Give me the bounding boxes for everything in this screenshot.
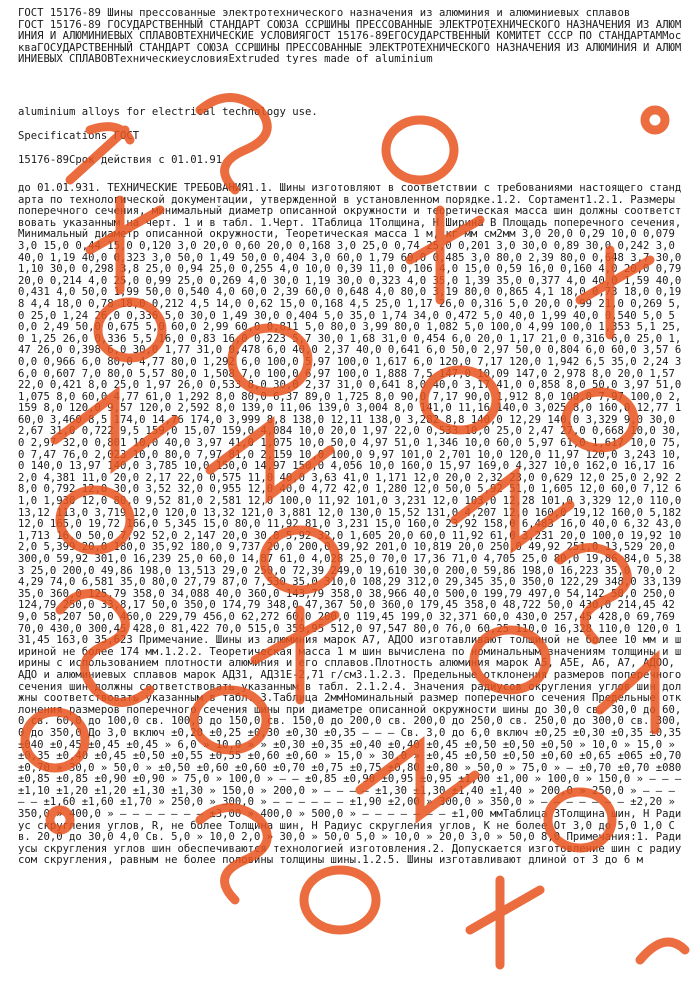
document-title-block: ГОСТ 15176-89 Шины прессованные электротехнического назначения из алюминия и алюминиевых сплавов ГОСТ 15176-89 ГОСУДАРСТВЕННЫЙ СТАНДАРТ СОЮЗА ССРШИНЫ ПРЕССОВАННЫЕ ЭЛЕКТРОТЕХНИЧЕСКОГО НАЗНАЧЕНИЯ ИЗ АЛЮМИНИЯ И АЛЮМИНИЕВЫХ СПЛАВОВТЕХНИЧЕСКИЕ УСЛОВИЯГОСТ 15176-89ЕГОСУДАРСТВЕННЫЙ КОМИТЕТ СССР ПО СТАНДАРТАММоскваГОСУДАРСТВЕННЫЙ СТАНДАРТ СОЮЗА ССРШИНЫ ПРЕССОВАННЫЕ ЭЛЕКТРОТЕХНИЧЕСКОГО НАЗНАЧЕНИЯ ИЗ АЛЮМИНИЯ И АЛЮМИНИЕВЫХ СПЛАВОВТехническиеусловияExtruded tyres made of aluminium: [18, 7, 682, 66]
document-term-line: 15176-89Срок действия с 01.01.91: [18, 154, 223, 166]
document-subtitle-line: aluminium alloys for electrical technology use.: [18, 106, 318, 118]
document-body-text: до 01.01.931. ТЕХНИЧЕСКИЕ ТРЕБОВАНИЯ1.1. Шины изготовляют в соответствии с требованиями настоящего стандарта по технологической документации, утвержденной в установленном порядке.1.2. Сортамент1.2.1. Размеры поперечного сечения, минимальный диаметр описанной окружности и теоретическая масса шин должны соответствовать указанным на черт. 1 и в табл. 1.Черт. 1Таблица 1Толщина, Н Ширина В Площадь поперечного сечения, Минимальный диаметр описанной окружности, Теоретическая масса 1 м, кг мм см2мм 3,0 20,0 0,29 10,0 0,079 3,0 15,0 0,44 15,0 0,120 3,0 20,0 0,60 20,0 0,168 3,0 25,0 0,74 25,0 0,201 3,0 30,0 0,89 30,0 0,242 3,0 40,0 1,19 40,0 0,323 3,0 50,0 1,49 50,0 0,404 3,0 60,0 1,79 60,0 0,485 3,0 80,0 2,39 80,0 0,648 3,7 30,0 1,10 30,0 0,298 3,8 25,0 0,94 25,0 0,255 4,0 10,0 0,39 11,0 0,106 4,0 15,0 0,59 16,0 0,160 4,0 20,0 0,79 20,0 0,214 4,0 25,0 0,99 25,0 0,269 4,0 30,0 1,19 30,0 0,323 4,0 35,0 1,39 35,0 0,377 4,0 40,0 1,59 40,0 0,431 4,0 50,0 1,99 50,0 0,540 4,0 60,0 2,39 60,0 0,648 4,0 80,0 3,19 80,0 0,865 4,1 18,0 0,73 18,0 0,198 4,4 18,0 0,78 18,0 0,212 4,5 14,0 0,62 15,0 0,168 4,5 25,0 1,17 26,0 0,316 5,0 20,0 0,99 21,0 0,269 5,0 25,0 1,24 26,0 0,336 5,0 30,0 1,49 30,0 0,404 5,0 35,0 1,74 34,0 0,472 5,0 40,0 1,99 40,0 0,540 5,0 50,0 2,49 50,0 0,675 5,0 60,0 2,99 60,0 0,811 5,0 80,0 3,99 80,0 1,082 5,0 100,0 4,99 100,0 1,353 5,1 25,0 1,25 26,0 0,336 5,5 16,0 0,83 16,0 0,223 5,7 30,0 1,68 31,0 0,454 6,0 20,0 1,17 21,0 0,316 6,0 25,0 1,47 26,0 0,398 6,0 30,0 1,77 31,0 0,478 6,0 40,0 2,37 40,0 0,641 6,0 50,0 2,97 50,0 0,804 6,0 60,0 3,57 60,0 0,966 6,0 80,0 4,77 80,0 1,292 6,0 100,0 5,97 100,0 1,617 6,0 120,0 7,17 120,0 1,942 6,5 35,0 2,24 36,0 0,607 7,0 80,0 5,57 80,0 1,508 7,0 100,0 6,97 100,0 1,888 7,5 147,0 10,09 147,0 2,978 8,0 20,0 1,57 22,0 0,421 8,0 25,0 1,97 26,0 0,533 8,0 30,0 2,37 31,0 0,641 8,0 40,0 3,17 41,0 0,858 8,0 50,0 3,97 51,0 1,075 8,0 60,0 4,77 61,0 1,292 8,0 80,0 6,37 89,0 1,725 8,0 90,0 7,17 90,0 1,912 8,0 100,0 7,97 100,0 2,159 8,0 120,0 9,57 120,0 2,592 8,0 139,0 11,06 139,0 3,004 8,0 141,0 11,16 140,0 3,025 8,0 160,0 12,77 160,0 3,460 8,5 174,0 14,76 174,0 3,999 8,8 138,0 12,11 138,0 3,282 8,8 140,0 12,29 140,0 3,329 9,0 30,0 2,67 31,0 0,722 9,5 159,0 15,07 159,0 4,084 10,0 20,0 1,97 22,0 0,533 10,0 25,0 2,47 27,0 0,668 10,0 30,0 2,97 32,0 0,801 10,0 40,0 3,97 41,0 1,075 10,0 50,0 4,97 51,0 1,346 10,0 60,0 5,97 61,0 1,617 10,0 75,0 7,47 76,0 2,023 10,0 80,0 7,97 81,0 2,159 10,0 100,0 9,97 101,0 2,701 10,0 120,0 11,97 120,0 3,243 10,0 140,0 13,97 140,0 3,785 10,0 150,0 14,97 150,0 4,056 10,0 160,0 15,97 169,0 4,327 10,0 162,0 16,17 162,0 4,381 11,0 20,0 2,17 22,0 0,575 11,0 40,0 3,63 41,0 1,171 12,0 20,0 2,32 23,0 0,629 12,0 25,0 2,92 28,0 0,792 12,0 30,0 3,52 32,0 0,955 12,0 40,0 4,72 42,0 1,280 12,0 50,0 5,92 51,0 1,605 12,0 60,0 7,12 61,0 1,930 12,0 80,0 9,52 81,0 2,581 12,0 100,0 11,92 101,0 3,231 12,0 103,0 12,28 101,0 3,329 12,0 110,0 13,12 113,0 3,719 12,0 120,0 13,32 121,0 3,881 12,0 130,0 15,52 131,0 4,207 12,0 160,0 19,12 160,0 5,182 12,0 165,0 19,72 166,0 5,345 15,0 80,0 11,92 81,0 3,231 15,0 160,0 23,92 158,0 6,483 16,0 40,0 6,32 43,0 1,713 16,0 50,0 7,92 52,0 2,147 20,0 30,0 5,92 32,0 1,605 20,0 60,0 11,92 61,0 3,231 20,0 100,0 19,92 102,0 5,399 20,0 180,0 35,92 180,0 9,737 20,0 200,0 39,92 201,0 10,819 20,0 250,0 49,92 251,0 13,529 20,0 300,0 59,92 301,0 16,239 25,0 60,0 14,87 61,0 4,028 25,0 70,0 17,36 71,0 4,705 25,0 80,0 19,86 84,0 5,383 25,0 200,0 49,86 198,0 13,513 29,0 250,0 72,39 249,0 19,610 30,0 200,0 59,86 198,0 16,223 35,0 70,0 24,29 74,0 6,581 35,0 80,0 27,79 87,0 7,530 35,0 310,0 108,29 312,0 29,345 35,0 350,0 122,29 348,0 33,139 35,0 360,0 125,79 358,0 34,088 40,0 360,0 143,79 358,0 38,966 40,0 500,0 199,79 497,0 54,142 50,0 250,0 124,79 250,0 33,8,17 50,0 350,0 174,79 348,0 47,367 50,0 360,0 179,45 358,0 48,722 50,0 430,0 214,45 429,0 58,207 50,0 460,0 229,79 456,0 62,272 60,0 200,0 119,45 199,0 32,371 60,0 430,0 257,45 428,0 69,769 70,0 430,0 300,45 428,0 81,422 70,0 515,0 359,95 512,0 97,547 80,0 76,0 60,25 110,0 16,328 110,0 120,0 131,45 163,0 35,623 Примечание. Шины из алюминия марок А7, АДОО изготавливают толщиной не более 10 мм и шириной не более 174 мм.1.2.2. Теоретическая масса 1 м шин вычислена по номинальным значениям толщины и ширины с использованием плотности алюминия и его сплавов.Плотность алюминия марок А5, А5Е, А6, А7, АДОО, АДО и алюминиевых сплавов марок АД31, АД31Е-2,71 г/см3.1.2.3. Предельные отклонения размеров поперечного сечения шин должны соответствовать указанным в табл. 2.1.2.4. Значения радиусов округления углов шин должны соответствовать указанным в табл. 3.Таблица 2ммНоминальный размер поперечного сечения Предельные отклонения размеров поперечного сечения шины при диаметре описанной окружности шины до 30,0 св. 30,0 до 60,0 св. 60,0 до 100,0 св. 100,0 до 150,0 св. 150,0 до 200,0 св. 200,0 до 250,0 св. 250,0 до 300,0 св. 300,0 до 350,0 До 3,0 включ ±0,20 ±0,25 ±0,30 ±0,30 ±0,35 — — — Св. 3,0 до 6,0 включ ±0,25 ±0,30 ±0,35 ±0,35 ±040 ±0,45 ±0,45 ±0,45 » 6,0 » 10,0 » » ±0,30 ±0,35 ±0,40 ±0,40 ±0,45 ±0,50 ±0,50 ±0,50 » 10,0 » 15,0 » ±0,35 ±0,40 ±0,45 ±0,50 ±0,55 ±0,55 ±0,60 ±0,60 » 15,0 » 30,0 » ±0,45 ±0,50 ±0,50 ±0,60 ±0,65 ±065 ±0,70 ±0,70 » 30,0 » 50,0 » ±0,50 ±0,60 ±0,60 ±0,70 ±0,75 ±0,75 ±0,80 ±0,80 » 50,0 » 75,0 » — ±0,70 ±0,70 ±080 ±0,85 ±0,85 ±0,90 ±0,90 » 75,0 » 100,0 » — — ±0,85 ±0,90 ±0,95 ±0,95 ±1,00 ±1,00 » 100,0 » 150,0 » — — — ±1,10 ±1,20 ±1,20 ±1,30 ±1,30 » 150,0 » 200,0 » — — — — ±1,30 ±1,30 ±1,40 ±1,40 » 200,0 » 250,0 » — — — — — ±1,60 ±1,60 ±1,70 » 250,0 » 300,0 » — — — — — — ±1,90 ±2,00 » 300,0 » 350,0 » — — — — — — — ±2,20 » 350,0 » 400,0 » — — — — — — — ±3,00 » 400,0 » 500,0 » — — — — — — — ±1,00 ммТаблица 3Толщина шин, Н Радиус скругления углов, R, не более Толщина шин, Н Радиус скругления углов, К не более От 3,0 до 5,0 1,0 Св. 20,0 до 30,0 4,0 Св. 5,0 » 10,0 2,0 » 30,0 » 50,0 5,0 » 10,0 » 20,0 3,0 » 50,0 8,0 Примечания:1. Радиусы скругления углов шин обеспечиваются технологией изготовления.2. Допускается изготовление шин с радиусом скругления, равным не более половины толщины шины.1.2.5. Шины изготавливают длиной от 3 до 6 м: [18, 182, 688, 867]
document-spec-line: Specifications ГОСТ: [18, 130, 140, 142]
